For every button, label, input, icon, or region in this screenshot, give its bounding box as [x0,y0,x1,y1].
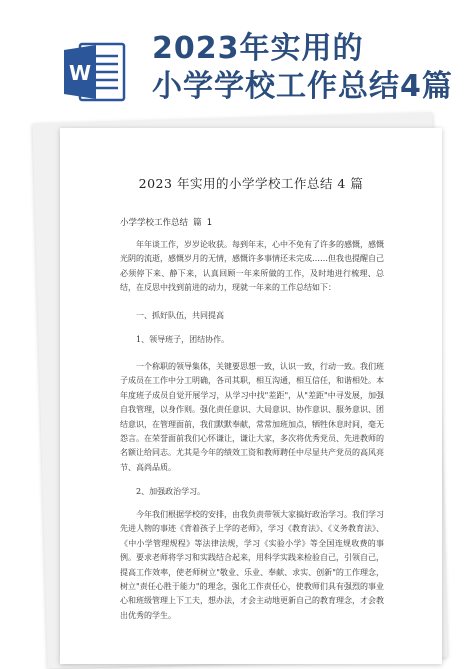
heading-leadership: 1、领导班子，团结协作。 [136,335,230,344]
heading-team: 一、抓好队伍，共同提高 [136,311,224,320]
word-document-icon [62,42,126,102]
paragraph-intro-text: 年年谈工作，岁岁论收获。每到年末，心中不免有了许多的感慨，感慨光阴的流逝，感慨岁月的无情，感慨许多事情还未完成……但我也提醒自己必须停下来、静下来，认真回顾一年来所做的工作，及时地进行梳理、总结，在反思中找到前进的动力，现就一年来的工作总结如下： [120,240,384,293]
banner-title [152,30,472,106]
paragraph-leadership [120,360,384,475]
banner-title-line2: 小学学校工作总结4篇 [152,69,453,104]
paragraph-political-study-text: 今年我们根据学校的安排，由我负责带领大家搞好政治学习。我们学习先进人物的事迹《背着孩子上学的老师》，学习《教育法》、《义务教育法》、《中小学管理规程》等法律法规，学习《实验小学》等全国连规收费的事例。要求老师将学习和实践结合起来，用科学实践来检验自己，引领自己，提高工作效率，使老师树立"敬业、乐业、奉献、求实、创新"的工作理念，树立"责任心胜于能力"的理念，强化工作责任心，使教师们具有强烈的事业心和班级管理上下工夫，想办法，才会主动地更新自己的教育理念，才会教出优秀的学生。 [120,510,384,620]
document-title: 2023 年实用的小学学校工作总结 4 篇 [138,176,364,191]
word-icon-letter: W [68,61,92,85]
paragraph-political-study [120,508,384,623]
document-page [60,128,442,664]
document-banner [0,0,474,120]
paragraph-leadership-text: 一个称职的领导集体，关键要思想一致，认识一致，行动一致。我们班子成员在工作中分工明确，各司其职，相互沟通，相互信任，和谐相处。本年度班子成员自觉开展学习，从学习中找"差距"，从"差距"中寻发展，加强自我管理，以身作则。强化责任意识、大局意识、协作意识、服务意识、团结意识，在管理面前，我们默默奉献，常常加班加点，牺牲休息时间，毫无怨言。在荣誉面前我们心怀谦让，谦让大家，多次将优秀党员、先进教师的名额让给同志。尤其是今年的绩效工资和教师聘任中尽显共产党员的高风亮节、高尚品质。 [120,362,384,472]
banner-title-line1: 2023年实用的 [152,31,364,66]
section-heading: 小学学校工作总结 篇 1 [120,218,212,228]
paragraph-intro [120,238,384,296]
heading-political-study: 2、加强政治学习。 [136,487,206,496]
